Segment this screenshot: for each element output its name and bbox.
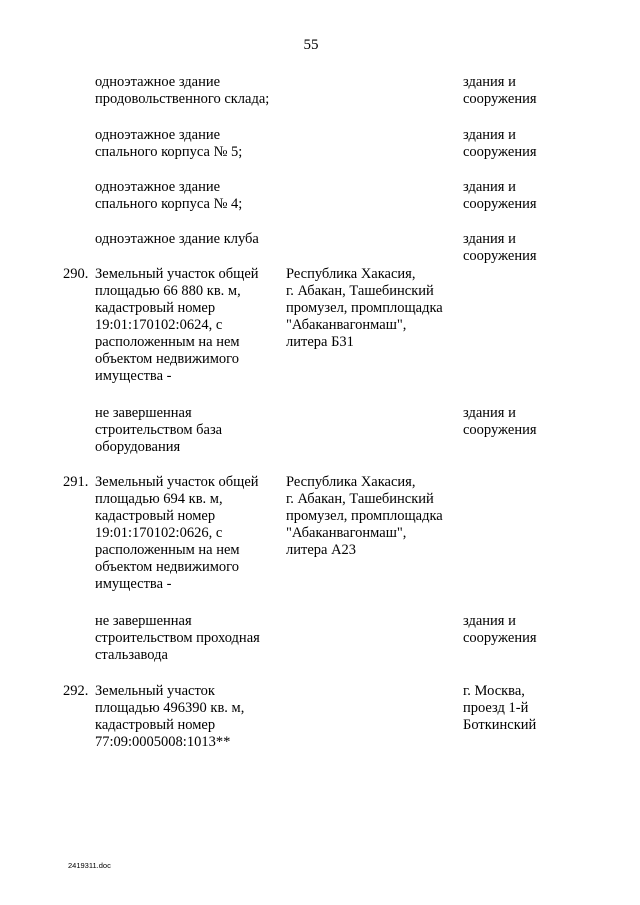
text-line: литера А23 <box>286 542 357 558</box>
row-2-category <box>463 179 537 213</box>
row-5-category <box>463 405 537 439</box>
text-line: не завершенная <box>95 405 192 421</box>
text-line: продовольственного склада; <box>95 91 270 107</box>
row-6-name <box>95 474 259 593</box>
text-line: кадастровый номер <box>95 508 216 524</box>
text-line: сооружения <box>463 630 537 646</box>
text-line: кадастровый номер <box>95 300 216 316</box>
text-line: одноэтажное здание клуба <box>95 231 259 247</box>
text-line: проезд 1-й <box>463 700 529 716</box>
row-6-address <box>286 474 443 559</box>
text-line: Республика Хакасия, <box>286 266 416 282</box>
text-line: г. Абакан, Ташебинский <box>286 491 434 507</box>
text-line: площадью 694 кв. м, <box>95 491 223 507</box>
text-line: кадастровый номер <box>95 717 216 733</box>
text-line: г. Абакан, Ташебинский <box>286 283 434 299</box>
row-3-name <box>95 231 259 248</box>
text-line: здания и <box>463 74 516 90</box>
row-4-name <box>95 266 259 385</box>
text-line: спального корпуса № 5; <box>95 144 243 160</box>
text-line: Республика Хакасия, <box>286 474 416 490</box>
row-0-category <box>463 74 537 108</box>
text-line: здания и <box>463 231 516 247</box>
text-line: здания и <box>463 405 516 421</box>
row-0-name <box>95 74 269 108</box>
text-line: промузел, промплощадка <box>286 508 443 524</box>
text-line: 77:09:0005008:1013** <box>95 734 231 750</box>
file-name-footer: 2419311.doc <box>68 861 111 870</box>
page-number: 55 <box>303 37 319 53</box>
row-7-category <box>463 613 537 647</box>
text-line: имущества - <box>95 576 172 592</box>
row-8-name <box>95 683 244 751</box>
text-line: здания и <box>463 179 516 195</box>
text-line: имущества - <box>95 368 172 384</box>
text-line: Боткинский <box>463 717 537 733</box>
text-line: стальзавода <box>95 647 168 663</box>
row-2-name <box>95 179 242 213</box>
row-8-category <box>463 683 536 734</box>
row-1-name <box>95 127 242 161</box>
text-line: промузел, промплощадка <box>286 300 443 316</box>
text-line: 19:01:170102:0624, с <box>95 317 223 333</box>
text-line: не завершенная <box>95 613 192 629</box>
row-6-number: 291. <box>63 474 89 490</box>
text-line: сооружения <box>463 422 537 438</box>
text-line: "Абаканвагонмаш", <box>286 525 407 541</box>
text-line: строительством база <box>95 422 223 438</box>
row-4-address <box>286 266 443 351</box>
row-5-name <box>95 405 222 456</box>
text-line: одноэтажное здание <box>95 179 221 195</box>
text-line: одноэтажное здание <box>95 74 221 90</box>
text-line: строительством проходная <box>95 630 260 646</box>
text-line: сооружения <box>463 144 537 160</box>
text-line: г. Москва, <box>463 683 525 699</box>
text-line: 19:01:170102:0626, с <box>95 525 223 541</box>
text-line: здания и <box>463 613 516 629</box>
text-line: сооружения <box>463 196 537 212</box>
text-line: "Абаканвагонмаш", <box>286 317 407 333</box>
text-line: сооружения <box>463 248 537 264</box>
text-line: площадью 66 880 кв. м, <box>95 283 241 299</box>
text-line: объектом недвижимого <box>95 351 240 367</box>
text-line: Земельный участок общей <box>95 474 259 490</box>
text-line: объектом недвижимого <box>95 559 240 575</box>
text-line: Земельный участок общей <box>95 266 259 282</box>
text-line: одноэтажное здание <box>95 127 221 143</box>
text-line: Земельный участок <box>95 683 215 699</box>
row-7-name <box>95 613 260 664</box>
row-1-category <box>463 127 537 161</box>
row-3-category <box>463 231 537 265</box>
row-4-number: 290. <box>63 266 89 282</box>
text-line: сооружения <box>463 91 537 107</box>
text-line: расположенным на нем <box>95 542 240 558</box>
text-line: здания и <box>463 127 516 143</box>
text-line: площадью 496390 кв. м, <box>95 700 245 716</box>
text-line: расположенным на нем <box>95 334 240 350</box>
text-line: спального корпуса № 4; <box>95 196 243 212</box>
row-8-number: 292. <box>63 683 89 699</box>
text-line: литера Б31 <box>286 334 354 350</box>
text-line: оборудования <box>95 439 181 455</box>
